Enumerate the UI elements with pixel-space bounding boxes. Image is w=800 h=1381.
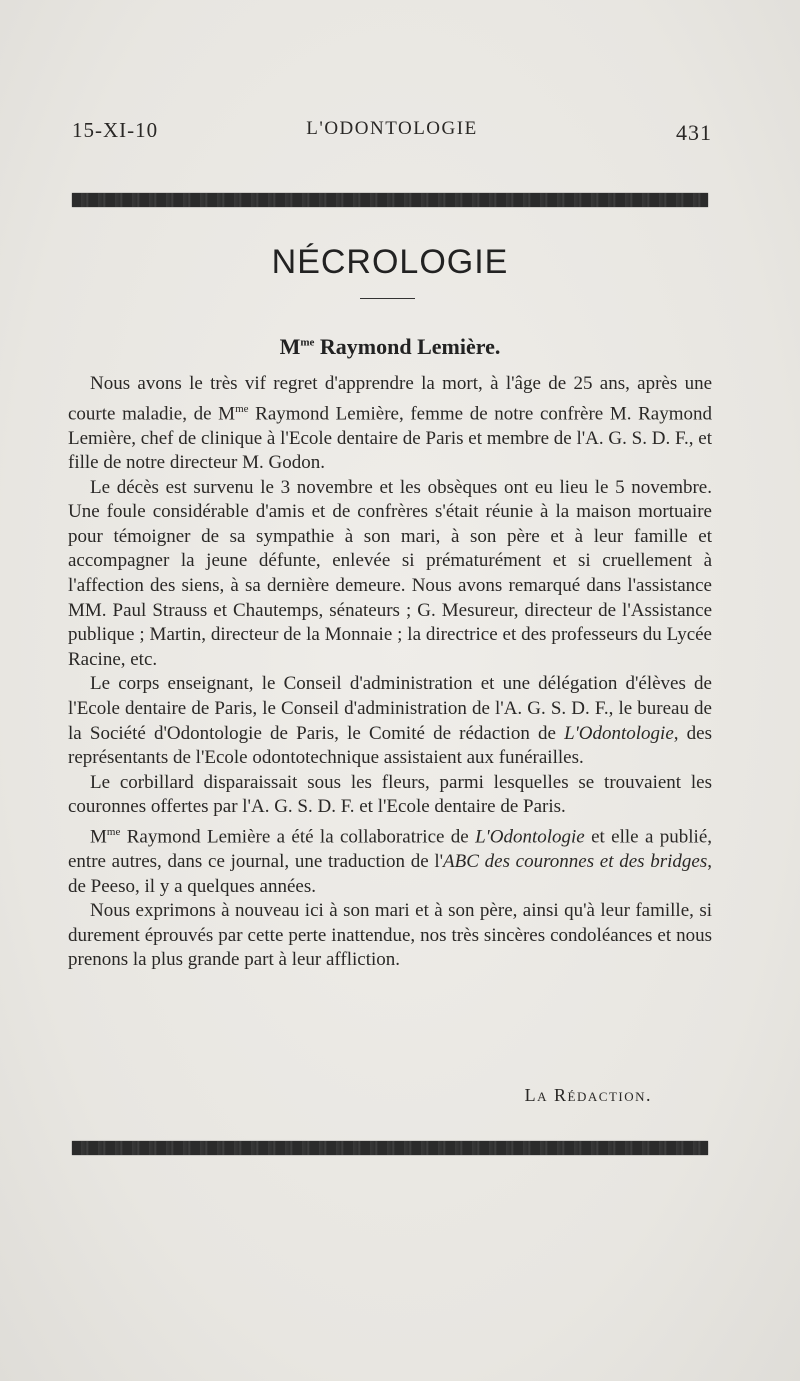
- paragraph-3: [68, 672, 712, 770]
- subject-name: Raymond Lemière.: [319, 334, 501, 359]
- article-body: [68, 372, 712, 973]
- obituary-subject: [0, 334, 780, 360]
- paragraph-5: [68, 820, 712, 899]
- bottom-ornamental-rule: [72, 1141, 708, 1155]
- signature: La Rédaction.: [524, 1085, 652, 1105]
- paragraph-5-prefix: M: [90, 826, 107, 848]
- page-number: 431: [676, 120, 712, 145]
- journal-title-italic: L'Odontologie: [475, 826, 585, 848]
- paragraph-5-text-3: , de Peeso, il y a quelques années.: [68, 850, 712, 897]
- running-head: [72, 118, 712, 148]
- journal-title-italic: L'Odontologie: [564, 722, 674, 744]
- paragraph-1: [68, 372, 712, 476]
- subject-prefix-sup: me: [300, 336, 315, 349]
- paragraph-3-text: Le corps enseignant, le Conseil d'administration et une délégation d'élèves de l'Ecole dentaire de Paris, le Conseil d'administration de l'A. G. S. D. F., le bureau de la Société d'Odontologie de Paris, le Comité de rédaction de: [68, 673, 712, 744]
- journal-title: L'ODONTOLOGIE: [306, 118, 478, 139]
- paragraph-5-sup: me: [106, 826, 121, 839]
- section-title: NÉCROLOGIE: [271, 243, 509, 281]
- subject-prefix: M: [279, 334, 301, 359]
- paragraph-3-rest: , des représentants de l'Ecole odontotechnique assistaient aux funérailles.: [68, 722, 713, 769]
- issue-date: 15-XI-10: [72, 118, 159, 142]
- paragraph-6: Nous exprimons à nouveau ici à son mari et à son père, ainsi qu'à leur famille, si durement éprouvés par cette perte inattendue, nos très sincères condoléances et nous prenons la plus grande part à leur affliction.: [68, 900, 712, 971]
- top-ornamental-rule: [72, 193, 708, 207]
- paragraph-5-text: Raymond Lemière a été la collaboratrice de: [120, 826, 476, 848]
- paragraph-1-sup: me: [235, 402, 249, 415]
- paragraph-1-rest: Raymond Lemière, femme de notre confrère M. Raymond Lemière, chef de clinique à l'Ecole dentaire de Paris et membre de l'A. G. S. D. F., et fille de notre directeur M. Godon.: [68, 402, 713, 474]
- title-divider: [360, 298, 415, 299]
- paragraph-5-text-2: et elle a publié, entre autres, dans ce journal, une traduction de l': [68, 826, 712, 872]
- paragraph-2: Le décès est survenu le 3 novembre et les obsèques ont eu lieu le 5 novembre. Une foule considérable d'amis et de confrères s'était réunie à la maison mortuaire pour témoigner de sa sympathie à son mari, à son père et à leur famille et accompagner la jeune défunte, enlevée si prématurément et si cruellement à l'affection des siens, à sa dernière demeure. Nous avons remarqué dans l'assistance MM. Paul Strauss et Chautemps, sénateurs ; G. Mesureur, directeur de l'Assistance publique ; Martin, directeur de la Monnaie ; la directrice et des professeurs du Lycée Racine, etc.: [68, 476, 712, 670]
- paragraph-1-text: Nous avons le très vif regret d'apprendre la mort, à l'âge de 25 ans, après une courte maladie, de M: [68, 373, 712, 424]
- paragraph-4: Le corbillard disparaissait sous les fleurs, parmi lesquelles se trouvaient les couronnes offertes par l'A. G. S. D. F. et l'Ecole dentaire de Paris.: [68, 771, 712, 818]
- book-title-italic: ABC des couronnes et des bridges: [443, 850, 708, 872]
